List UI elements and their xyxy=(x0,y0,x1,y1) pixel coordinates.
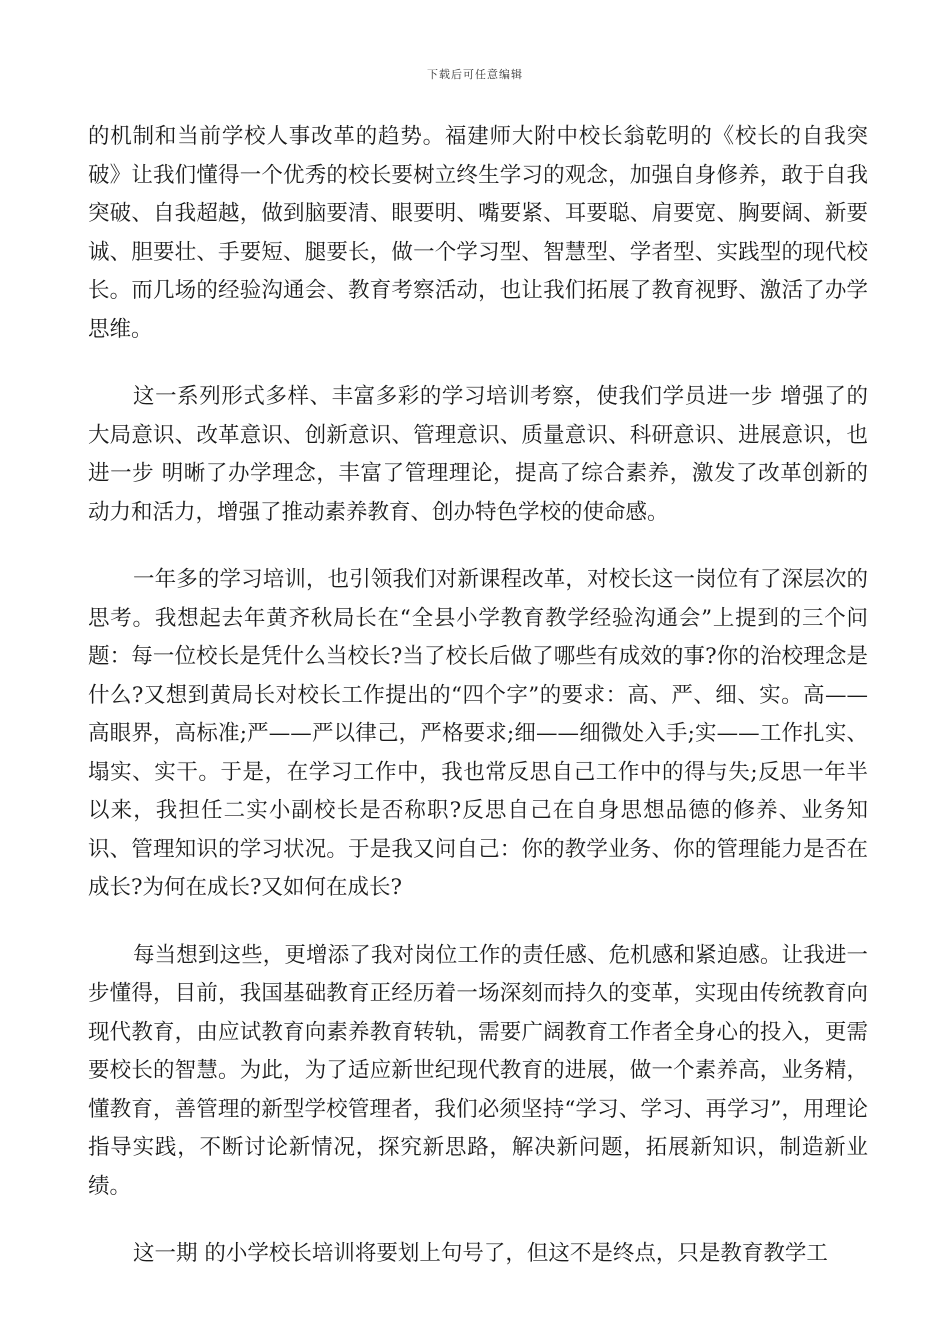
paragraph-continuation: 的机制和当前学校人事改革的趋势。福建师大附中校长翁乾明的《校长的自我突破》让我们懂得一个优秀的校长要树立终生学习的观念，加强自身修养，敢于自我突破、自我超越，做到脑要清、眼要明、嘴要紧、耳要聪、肩要宽、胸要阔、新要诚、胆要壮、手要短、腿要长，做一个学习型、智慧型、学者型、实践型的现代校长。而几场的经验沟通会、教育考察活动，也让我们拓展了教育视野、激活了办学思维。 xyxy=(88,124,868,342)
paragraph-responsibility: 每当想到这些，更增添了我对岗位工作的责任感、危机感和紧迫感。让我进一步懂得，目前，我国基础教育正经历着一场深刻而持久的变革，实现由传统教育向现代教育，由应试教育向素养教育转轨，需要广阔教育工作者全身心的投入，更需要校长的智慧。为此，为了适应新世纪现代教育的进展，做一个素养高，业务精，懂教育，善管理的新型学校管理者，我们必须坚持“学习、学习、再学习”，用理论指导实践，不断讨论新情况，探究新思路，解决新问题，拓展新知识，制造新业绩。 xyxy=(88,942,868,1199)
document-body xyxy=(88,118,868,1303)
paragraph-reflection: 一年多的学习培训，也引领我们对新课程改革，对校长这一岗位有了深层次的思考。我想起去年黄齐秋局长在“全县小学教育教学经验沟通会”上提到的三个问题：每一位校长是凭什么当校长?当了校长后做了哪些有成效的事?你的治校理念是什么?又想到黄局长对校长工作提出的“四个字”的要求：高、严、细、实。高——高眼界，高标准;严——严以律己，严格要求;细——细微处入手;实——工作扎实、塌实、实干。于是，在学习工作中，我也常反思自己工作中的得与失;反思一年半以来，我担任二实小副校长是否称职?反思自己在自身思想品德的修养、业务知识、管理知识的学习状况。于是我又问自己：你的教学业务、你的管理能力是否在成长?为何在成长?又如何在成长? xyxy=(88,567,868,900)
paragraph-closing: 这一期 的小学校长培训将要划上句号了，但这不是终点，只是教育教学工 xyxy=(133,1241,828,1266)
paragraph-training-effects: 这一系列形式多样、丰富多彩的学习培训考察，使我们学员进一步 增强了的大局意识、改革意识、创新意识、管理意识、质量意识、科研意识、进展意识，也进一步 明晰了办学理念，丰富了管理理论，提高了综合素养，激发了改革创新的动力和活力，增强了推动素养教育、创办特色学校的使命感。 xyxy=(88,384,868,525)
page-header-note: 下载后可任意编辑 xyxy=(427,68,523,81)
